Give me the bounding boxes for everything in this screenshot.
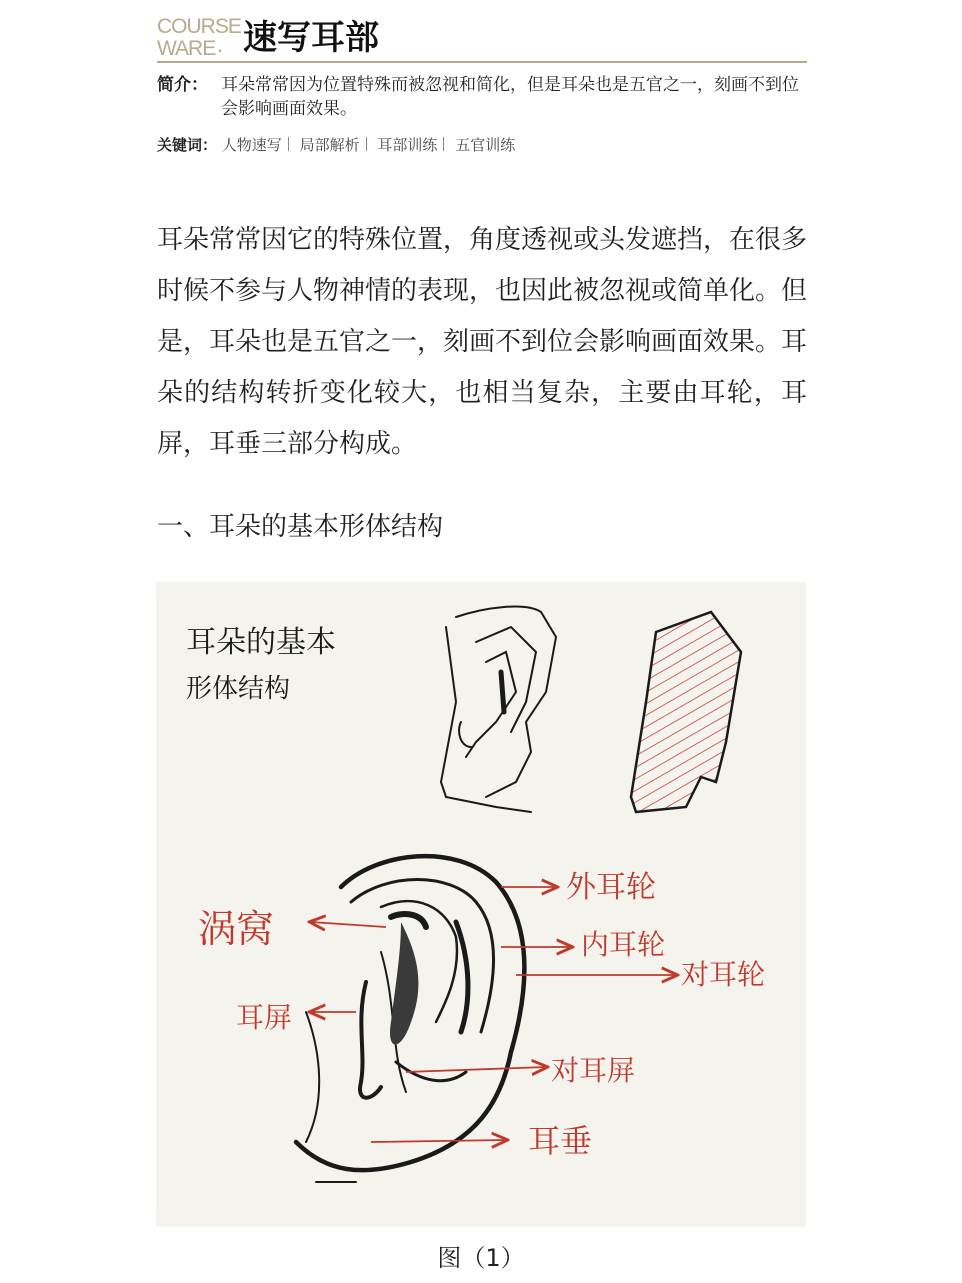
logo-line-2: WARE — [157, 37, 216, 60]
large-ear-drawing — [296, 856, 525, 1182]
intro-text: 耳朵常常因为位置特殊而被忽视和简化，但是耳朵也是五官之一，刻画不到位会影响画面效果。 — [221, 75, 799, 119]
ear-sketch — [156, 582, 806, 1227]
figure-caption: 图（1） — [437, 1244, 525, 1272]
keyword-tag: 人物速写 — [221, 136, 282, 154]
logo-line-1: COURSE — [157, 15, 241, 38]
hatched-block-diagram — [631, 612, 741, 812]
keyword-separator — [443, 137, 444, 151]
intro-label: 简介： — [157, 75, 208, 95]
label-antitragus: 对耳屏 — [551, 1054, 636, 1087]
courseware-logo — [157, 15, 241, 60]
body-paragraph: 耳朵常常因它的特殊位置，角度透视或头发遮挡，在很多时候不参与人物神情的表现，也因此被忽视或简单化。但是，耳朵也是五官之一，刻画不到位会影响画面效果。耳朵的结构转折变化较大，也相当复杂，主要由耳轮，耳屏，耳垂三部分构成。 — [157, 225, 808, 459]
section-heading: 一、耳朵的基本形体结构 — [157, 512, 444, 542]
keywords-label: 关键词： — [157, 136, 218, 154]
small-ear-sketch — [441, 607, 556, 812]
keyword-separator — [366, 137, 367, 151]
label-fossa: 涡窝 — [198, 907, 275, 951]
handwritten-title-1: 耳朵的基本 — [186, 625, 336, 660]
article-header — [157, 12, 807, 64]
label-tragus: 耳屏 — [236, 1001, 293, 1034]
label-outer-helix: 外耳轮 — [566, 870, 656, 905]
handwritten-title-2: 形体结构 — [186, 674, 291, 704]
keywords-row — [157, 134, 515, 156]
label-antihelix: 对耳轮 — [681, 958, 766, 991]
header-divider — [157, 61, 807, 63]
page-title: 速写耳部 — [243, 18, 379, 58]
label-lobe: 耳垂 — [528, 1122, 593, 1160]
keyword-tag: 耳部训练 — [377, 136, 438, 154]
keyword-tag: 局部解析 — [299, 136, 360, 154]
keyword-tag: 五官训练 — [455, 136, 516, 154]
label-inner-helix: 内耳轮 — [581, 928, 666, 961]
logo-dot: . — [217, 32, 223, 57]
ear-structure-figure — [156, 582, 806, 1227]
keyword-separator — [288, 137, 289, 151]
